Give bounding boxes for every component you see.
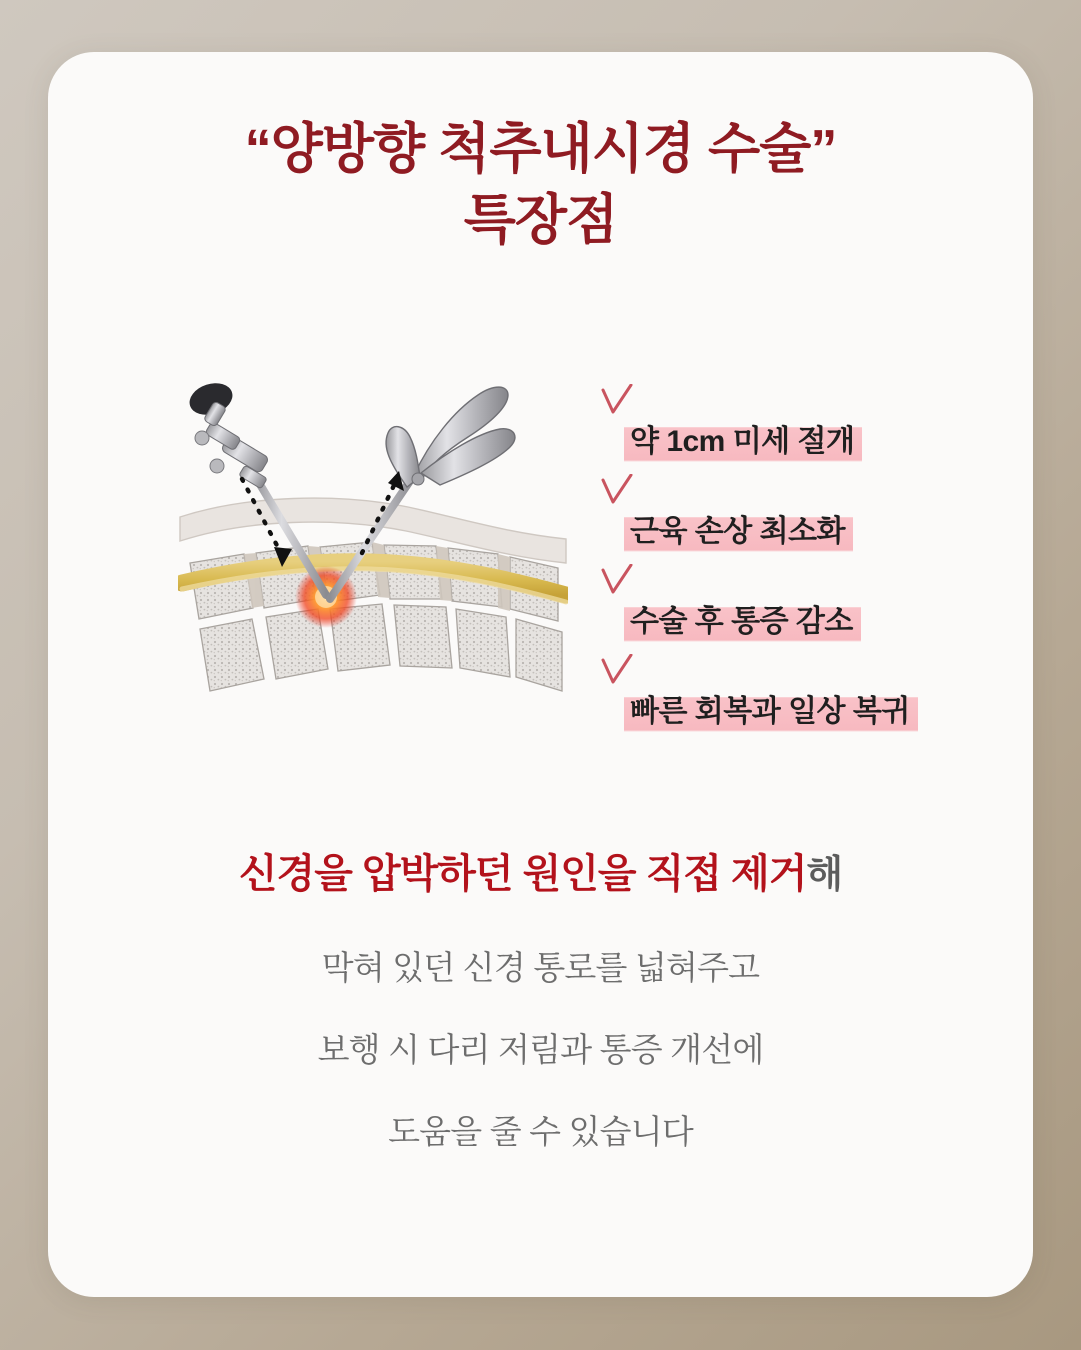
lead-accent: 신경을 압박하던 원인을 직접 제거 (238, 852, 807, 896)
check-icon (600, 474, 634, 508)
title-line-2: 특장점 (463, 190, 618, 251)
list-item (556, 472, 1006, 562)
feature-label-4: 빠른 회복과 일상 복귀 (624, 684, 918, 734)
list-item (556, 562, 1006, 652)
lead-sentence (48, 842, 1033, 899)
lead-tail: 해 (806, 854, 843, 896)
body-copy (48, 842, 1033, 1148)
paragraph-2: 보행 시 다리 저림과 통증 개선에 (317, 1031, 764, 1068)
check-icon (600, 654, 634, 688)
biportal-endoscopic-spine-surgery-illustration (178, 367, 568, 747)
content-card (48, 52, 1033, 1297)
list-item (556, 652, 1006, 742)
list-item (556, 382, 1006, 472)
paragraph-1: 막혀 있던 신경 통로를 넓혀주고 (321, 949, 760, 986)
check-icon (600, 384, 634, 418)
page-title (48, 114, 1033, 257)
title-line-1: “양방향 척추내시경 수술” (244, 119, 837, 179)
feature-label-2: 근육 손상 최소화 (624, 504, 853, 554)
check-icon (600, 564, 634, 598)
paragraph-3: 도움을 줄 수 있습니다 (388, 1113, 693, 1150)
feature-label-1: 약 1cm 미세 절개 (624, 414, 862, 464)
feature-label-3: 수술 후 통증 감소 (624, 594, 861, 644)
feature-list (556, 382, 1006, 742)
